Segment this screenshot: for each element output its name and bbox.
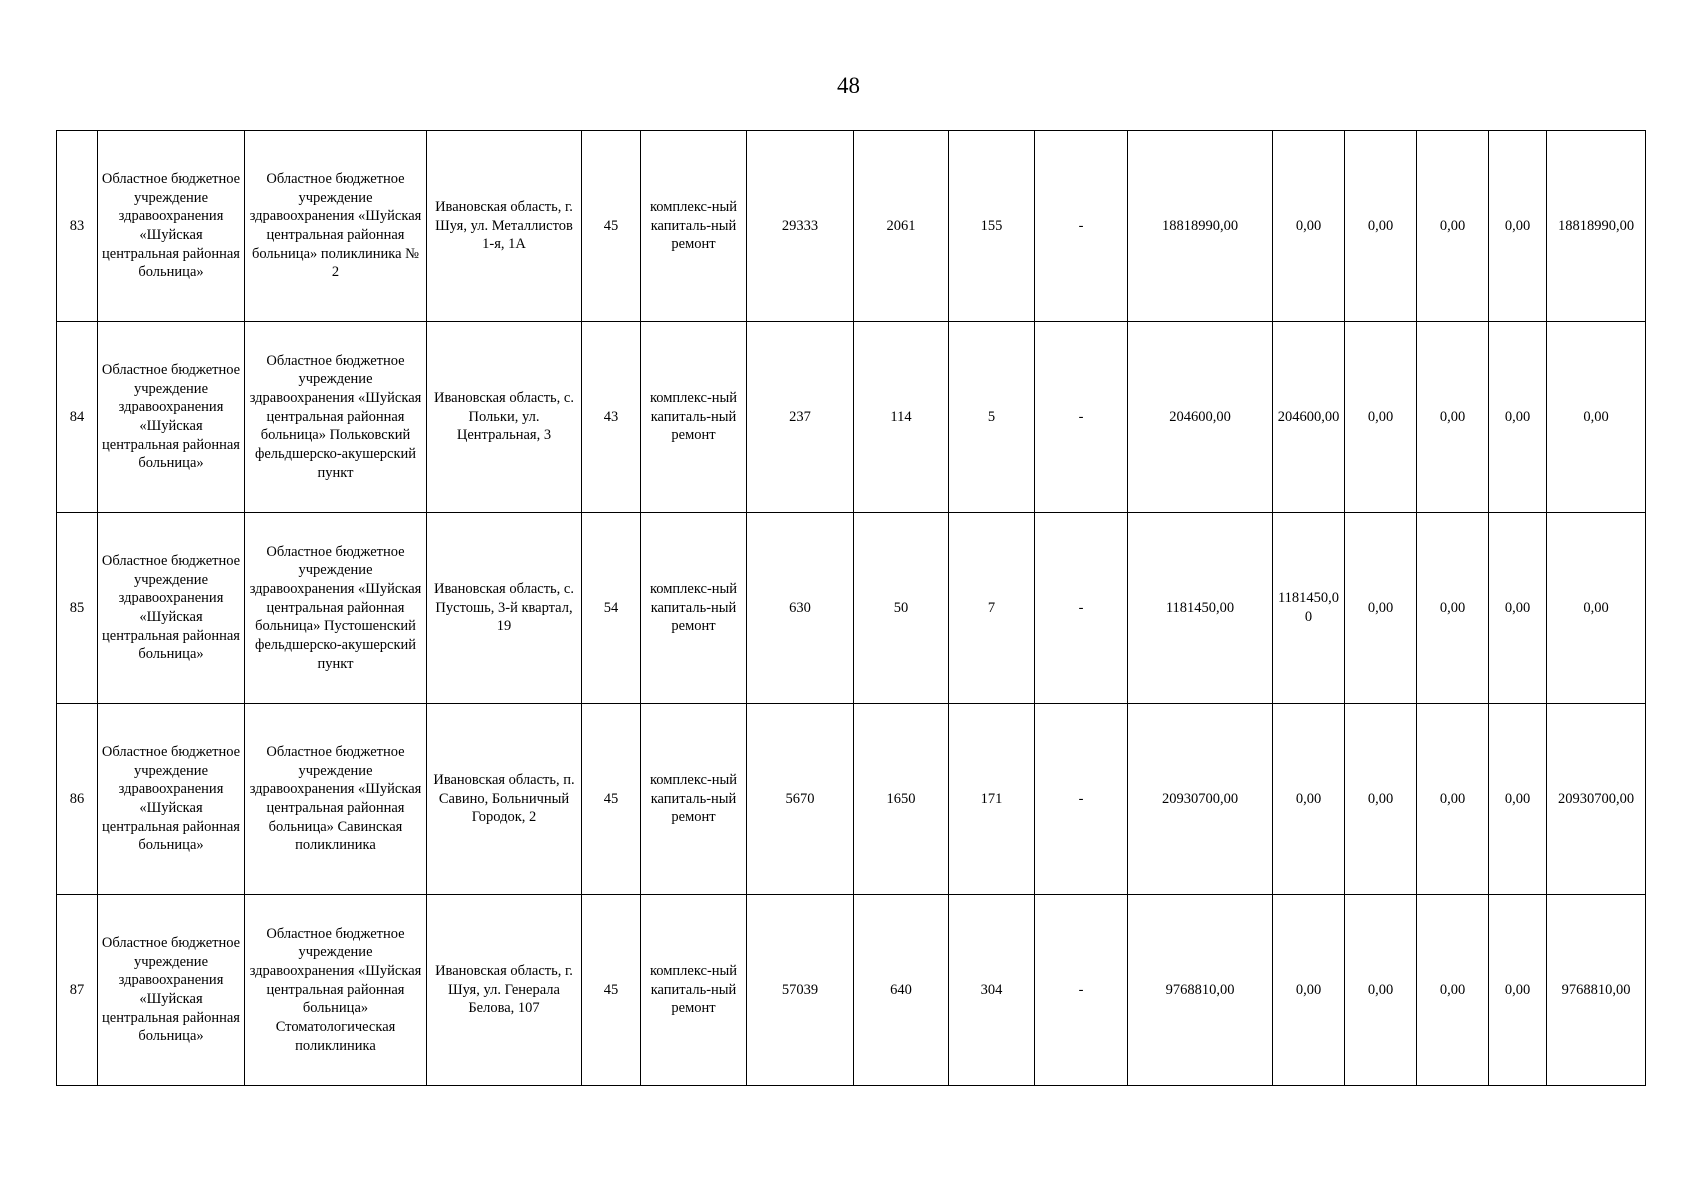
funding-cell: 9768810,00 xyxy=(1547,895,1646,1086)
work-type-cell: комплекс-ный капиталь-ный ремонт xyxy=(641,322,747,513)
funding-cell: 0,00 xyxy=(1273,895,1345,1086)
code-cell: 43 xyxy=(582,322,641,513)
total-cost-cell: 204600,00 xyxy=(1128,322,1273,513)
table-row xyxy=(57,322,1646,513)
owner-cell: Областное бюджетное учреждение здравоохранения «Шуйская центральная районная больница» xyxy=(98,131,245,322)
funding-cell: 0,00 xyxy=(1547,322,1646,513)
funding-cell: 18818990,00 xyxy=(1547,131,1646,322)
code-cell: 45 xyxy=(582,704,641,895)
value-cell: 304 xyxy=(949,895,1035,1086)
table-row xyxy=(57,131,1646,322)
funding-cell: 0,00 xyxy=(1489,322,1547,513)
funding-cell: 20930700,00 xyxy=(1547,704,1646,895)
address-cell: Ивановская область, п. Савино, Больничный Городок, 2 xyxy=(427,704,582,895)
address-cell: Ивановская область, с. Польки, ул. Центральная, 3 xyxy=(427,322,582,513)
owner-cell: Областное бюджетное учреждение здравоохранения «Шуйская центральная районная больница» xyxy=(98,322,245,513)
page-number: 48 xyxy=(837,73,860,98)
funding-cell: 0,00 xyxy=(1345,131,1417,322)
address-cell: Ивановская область, г. Шуя, ул. Металлистов 1-я, 1А xyxy=(427,131,582,322)
work-type-cell: комплекс-ный капиталь-ный ремонт xyxy=(641,513,747,704)
work-type-cell: комплекс-ный капиталь-ный ремонт xyxy=(641,704,747,895)
funding-cell: 0,00 xyxy=(1547,513,1646,704)
funding-cell: 0,00 xyxy=(1417,895,1489,1086)
row-number-cell: 85 xyxy=(57,513,98,704)
object-cell: Областное бюджетное учреждение здравоохранения «Шуйская центральная районная больница» поликлиника № 2 xyxy=(245,131,427,322)
row-number-cell: 87 xyxy=(57,895,98,1086)
owner-cell: Областное бюджетное учреждение здравоохранения «Шуйская центральная районная больница» xyxy=(98,895,245,1086)
total-cost-cell: 20930700,00 xyxy=(1128,704,1273,895)
owner-cell: Областное бюджетное учреждение здравоохранения «Шуйская центральная районная больница» xyxy=(98,704,245,895)
code-cell: 45 xyxy=(582,895,641,1086)
table-row xyxy=(57,513,1646,704)
table-row xyxy=(57,704,1646,895)
row-number-cell: 84 xyxy=(57,322,98,513)
value-cell: 57039 xyxy=(747,895,854,1086)
value-cell: - xyxy=(1035,704,1128,895)
funding-cell: 0,00 xyxy=(1489,704,1547,895)
value-cell: 237 xyxy=(747,322,854,513)
funding-cell: 0,00 xyxy=(1417,131,1489,322)
funding-cell: 0,00 xyxy=(1273,704,1345,895)
total-cost-cell: 1181450,00 xyxy=(1128,513,1273,704)
value-cell: 155 xyxy=(949,131,1035,322)
object-cell: Областное бюджетное учреждение здравоохранения «Шуйская центральная районная больница» Савинская поликлиника xyxy=(245,704,427,895)
table-row xyxy=(57,895,1646,1086)
work-type-cell: комплекс-ный капиталь-ный ремонт xyxy=(641,895,747,1086)
total-cost-cell: 18818990,00 xyxy=(1128,131,1273,322)
row-number-cell: 86 xyxy=(57,704,98,895)
total-cost-cell: 9768810,00 xyxy=(1128,895,1273,1086)
value-cell: - xyxy=(1035,131,1128,322)
value-cell: - xyxy=(1035,895,1128,1086)
value-cell: 1650 xyxy=(854,704,949,895)
code-cell: 45 xyxy=(582,131,641,322)
funding-cell: 0,00 xyxy=(1345,895,1417,1086)
row-number-cell: 83 xyxy=(57,131,98,322)
address-cell: Ивановская область, г. Шуя, ул. Генерала Белова, 107 xyxy=(427,895,582,1086)
value-cell: 50 xyxy=(854,513,949,704)
funding-cell: 0,00 xyxy=(1489,895,1547,1086)
value-cell: - xyxy=(1035,513,1128,704)
funding-cell: 0,00 xyxy=(1489,513,1547,704)
value-cell: 630 xyxy=(747,513,854,704)
funding-cell: 0,00 xyxy=(1345,704,1417,895)
funding-cell: 0,00 xyxy=(1273,131,1345,322)
object-cell: Областное бюджетное учреждение здравоохранения «Шуйская центральная районная больница» Стоматологическая поликлиника xyxy=(245,895,427,1086)
owner-cell: Областное бюджетное учреждение здравоохранения «Шуйская центральная районная больница» xyxy=(98,513,245,704)
funding-cell: 0,00 xyxy=(1417,322,1489,513)
address-cell: Ивановская область, с. Пустошь, 3-й квартал, 19 xyxy=(427,513,582,704)
value-cell: 114 xyxy=(854,322,949,513)
funding-cell: 0,00 xyxy=(1345,513,1417,704)
funding-cell: 1181450,00 xyxy=(1273,513,1345,704)
funding-cell: 204600,00 xyxy=(1273,322,1345,513)
funding-cell: 0,00 xyxy=(1489,131,1547,322)
funding-cell: 0,00 xyxy=(1417,513,1489,704)
funding-cell: 0,00 xyxy=(1345,322,1417,513)
value-cell: 5 xyxy=(949,322,1035,513)
work-type-cell: комплекс-ный капиталь-ный ремонт xyxy=(641,131,747,322)
value-cell: 7 xyxy=(949,513,1035,704)
value-cell: 29333 xyxy=(747,131,854,322)
object-cell: Областное бюджетное учреждение здравоохранения «Шуйская центральная районная больница» Пустошенский фельдшерско-акушерский пункт xyxy=(245,513,427,704)
object-cell: Областное бюджетное учреждение здравоохранения «Шуйская центральная районная больница» Польковский фельдшерско-акушерский пункт xyxy=(245,322,427,513)
value-cell: 640 xyxy=(854,895,949,1086)
value-cell: 2061 xyxy=(854,131,949,322)
code-cell: 54 xyxy=(582,513,641,704)
registry-table xyxy=(56,130,1646,1086)
value-cell: 171 xyxy=(949,704,1035,895)
value-cell: 5670 xyxy=(747,704,854,895)
value-cell: - xyxy=(1035,322,1128,513)
funding-cell: 0,00 xyxy=(1417,704,1489,895)
